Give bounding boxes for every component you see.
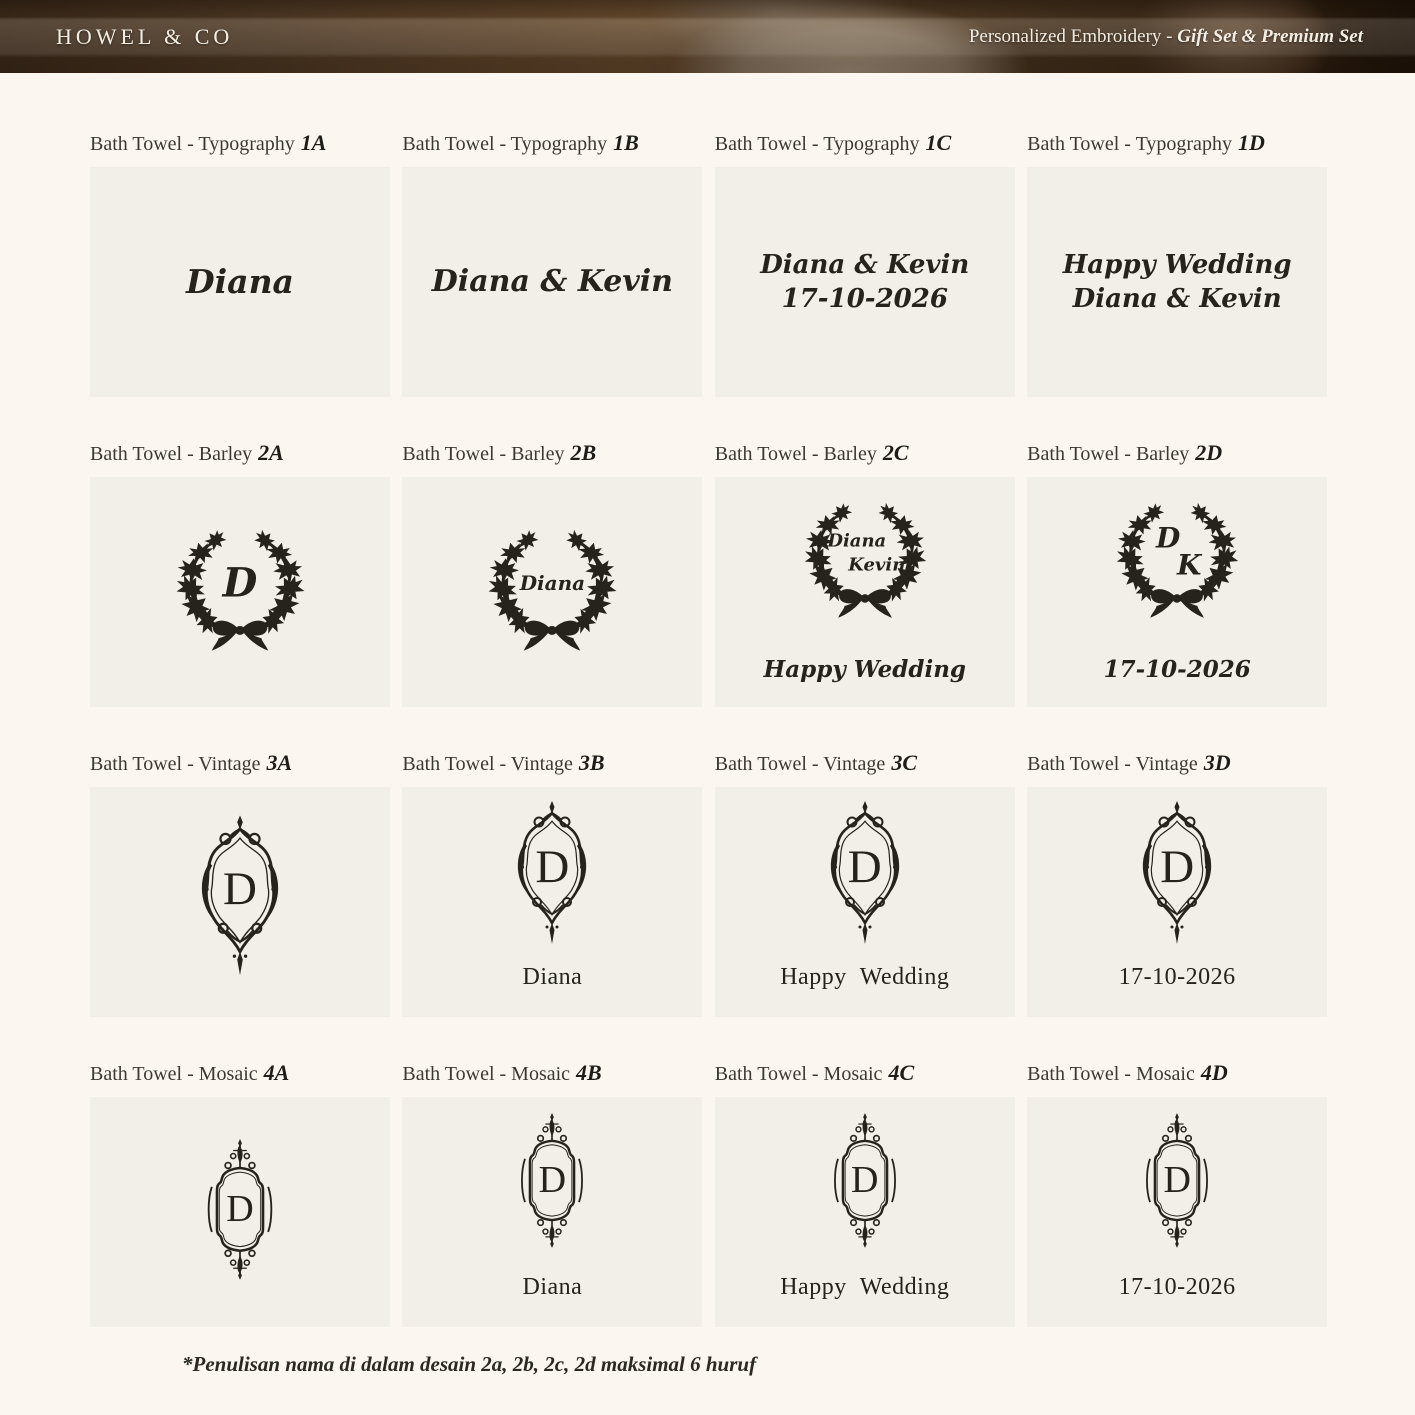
barley-wreath-icon bbox=[161, 513, 319, 671]
card-label: Bath Towel - Barley 2B bbox=[402, 440, 597, 465]
monogram-letter: D bbox=[851, 1159, 879, 1202]
design-catalog bbox=[0, 73, 1415, 1377]
design-code: 3A bbox=[266, 750, 293, 775]
design-card-3a bbox=[90, 750, 390, 1017]
design-preview-3d bbox=[1027, 787, 1327, 1017]
design-preview-2c bbox=[715, 477, 1015, 707]
header-banner bbox=[0, 0, 1415, 73]
design-card-2d bbox=[1027, 440, 1327, 707]
design-card-3d bbox=[1027, 750, 1327, 1017]
design-preview-1b bbox=[402, 167, 702, 397]
design-preview-1a bbox=[90, 167, 390, 397]
embroidery-text: 17-10-2026 bbox=[781, 284, 948, 314]
monogram-letter: D bbox=[223, 862, 257, 915]
design-card-2c bbox=[715, 440, 1015, 707]
embroidery-caption: 17-10-2026 bbox=[1103, 656, 1251, 683]
card-label: Bath Towel - Barley 2D bbox=[1027, 440, 1223, 465]
design-code: 3C bbox=[891, 750, 917, 775]
design-preview-3b bbox=[402, 787, 702, 1017]
subtitle-emphasis: Gift Set & Premium Set bbox=[1177, 25, 1363, 47]
design-preview-2d bbox=[1027, 477, 1327, 707]
brand-logo: HOWEL & CO bbox=[56, 23, 234, 49]
vintage-crest-icon bbox=[805, 799, 925, 949]
design-preview-2b bbox=[402, 477, 702, 707]
design-preview-2a bbox=[90, 477, 390, 707]
design-code: 4A bbox=[263, 1060, 290, 1085]
mosaic-frame-icon bbox=[820, 1113, 910, 1252]
design-preview-4c bbox=[715, 1097, 1015, 1327]
footnote: *Penulisan nama di dalam desain 2a, 2b, 2c, 2d maksimal 6 huruf bbox=[182, 1352, 757, 1376]
vintage-crest-icon bbox=[173, 813, 307, 981]
card-label: Bath Towel - Mosaic 4A bbox=[90, 1060, 290, 1085]
design-preview-1d bbox=[1027, 167, 1327, 397]
monogram-letter: D bbox=[222, 559, 258, 607]
design-code: 2C bbox=[882, 440, 909, 465]
barley-wreath-icon bbox=[1102, 487, 1252, 637]
design-code: 3B bbox=[578, 750, 605, 775]
design-preview-4b bbox=[402, 1097, 702, 1327]
card-label: Bath Towel - Barley 2A bbox=[90, 440, 284, 465]
monogram-letter: D bbox=[1163, 1159, 1191, 1202]
card-label: Bath Towel - Vintage 3B bbox=[402, 750, 605, 775]
design-preview-4a bbox=[90, 1097, 390, 1327]
card-label: Bath Towel - Vintage 3D bbox=[1027, 750, 1231, 775]
design-code: 4C bbox=[888, 1060, 915, 1085]
card-label: Bath Towel - Typography 1C bbox=[714, 130, 952, 155]
design-code: 2A bbox=[258, 440, 284, 465]
design-card-2b bbox=[402, 440, 702, 707]
mosaic-frame-icon bbox=[507, 1113, 597, 1252]
vintage-crest-icon bbox=[492, 799, 612, 949]
row-barley bbox=[90, 440, 1415, 707]
row-typography bbox=[90, 130, 1415, 397]
embroidery-caption: 17-10-2026 bbox=[1118, 1274, 1236, 1300]
design-code: 1C bbox=[925, 130, 952, 155]
embroidery-text: Happy Wedding bbox=[1062, 249, 1292, 280]
mosaic-frame-icon bbox=[193, 1139, 287, 1284]
design-code: 2D bbox=[1195, 440, 1223, 465]
header-subtitle bbox=[969, 26, 1363, 48]
design-card-1d bbox=[1027, 130, 1327, 397]
card-label: Bath Towel - Vintage 3C bbox=[714, 750, 917, 775]
design-code: 1A bbox=[300, 130, 327, 155]
monogram-letter: D bbox=[847, 840, 882, 893]
mosaic-frame-icon bbox=[1132, 1113, 1222, 1252]
embroidery-caption: Diana bbox=[522, 1274, 583, 1300]
design-code: 1D bbox=[1237, 130, 1265, 155]
monogram-letter: D bbox=[1160, 840, 1195, 893]
design-card-3b bbox=[402, 750, 702, 1017]
embroidery-text: Diana & Kevin bbox=[760, 249, 970, 280]
embroidery-text: Diana & Kevin bbox=[1072, 284, 1282, 314]
card-label: Bath Towel - Vintage 3A bbox=[90, 750, 293, 775]
barley-wreath-icon bbox=[790, 487, 940, 637]
embroidery-caption: Happy Wedding bbox=[780, 1274, 950, 1300]
design-card-1b bbox=[402, 130, 702, 397]
design-card-4a bbox=[90, 1060, 390, 1327]
design-card-2a bbox=[90, 440, 390, 707]
monogram-letter: D bbox=[1156, 521, 1181, 555]
embroidery-name: Kevin bbox=[848, 554, 906, 576]
embroidery-caption: Diana bbox=[522, 964, 583, 990]
card-label: Bath Towel - Barley 2C bbox=[714, 440, 909, 465]
design-card-4d bbox=[1027, 1060, 1327, 1327]
card-label: Bath Towel - Mosaic 4C bbox=[714, 1060, 915, 1085]
embroidery-caption: Happy Wedding bbox=[763, 656, 967, 683]
design-preview-1c bbox=[715, 167, 1015, 397]
vintage-crest-icon bbox=[1117, 799, 1237, 949]
monogram-letter: D bbox=[226, 1188, 254, 1231]
row-mosaic bbox=[90, 1060, 1415, 1327]
design-code: 4D bbox=[1200, 1060, 1228, 1085]
embroidery-text: Diana & Kevin bbox=[431, 264, 673, 300]
design-preview-3c bbox=[715, 787, 1015, 1017]
design-card-1c bbox=[715, 130, 1015, 397]
card-label: Bath Towel - Mosaic 4B bbox=[402, 1060, 602, 1085]
design-code: 3D bbox=[1203, 750, 1231, 775]
design-preview-3a bbox=[90, 787, 390, 1017]
card-label: Bath Towel - Typography 1D bbox=[1027, 130, 1265, 155]
embroidery-caption: 17-10-2026 bbox=[1118, 964, 1236, 990]
card-label: Bath Towel - Typography 1A bbox=[90, 130, 327, 155]
design-card-3c bbox=[715, 750, 1015, 1017]
monogram-letter: K bbox=[1177, 548, 1202, 582]
embroidery-text: Diana bbox=[186, 262, 294, 302]
row-vintage bbox=[90, 750, 1415, 1017]
design-card-4c bbox=[715, 1060, 1015, 1327]
design-code: 1B bbox=[613, 130, 639, 155]
design-code: 2B bbox=[570, 440, 597, 465]
design-code: 4B bbox=[576, 1060, 602, 1085]
monogram-letter: D bbox=[538, 1159, 567, 1202]
card-label: Bath Towel - Mosaic 4D bbox=[1027, 1060, 1228, 1085]
design-card-4b bbox=[402, 1060, 702, 1327]
card-label: Bath Towel - Typography 1B bbox=[402, 130, 639, 155]
embroidery-caption: Happy Wedding bbox=[780, 964, 950, 990]
embroidery-name: Diana bbox=[827, 530, 887, 552]
design-preview-4d bbox=[1027, 1097, 1327, 1327]
monogram-letter: D bbox=[535, 840, 570, 893]
subtitle-prefix: Personalized Embroidery - bbox=[968, 25, 1178, 47]
design-card-1a bbox=[90, 130, 390, 397]
barley-wreath-icon bbox=[473, 513, 631, 671]
embroidery-name: Diana bbox=[519, 570, 586, 595]
